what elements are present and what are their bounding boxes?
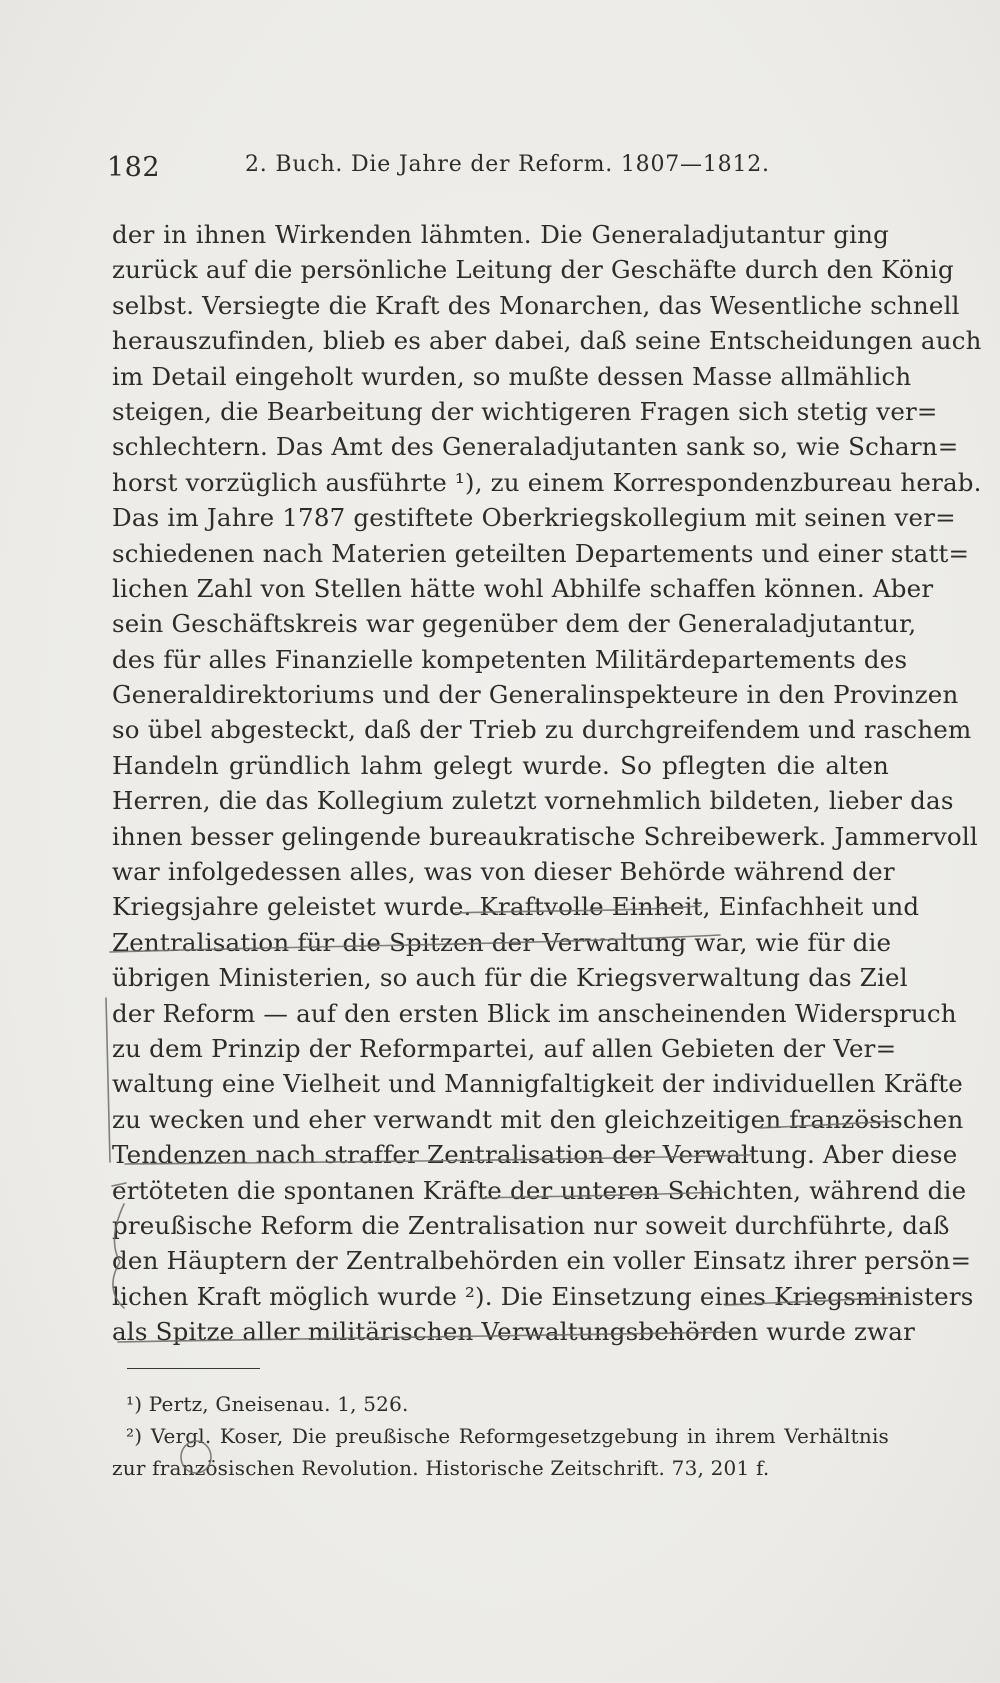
text-line-31: lichen Kraft möglich wurde ²). Die Einsetzung eines Kriegsministers — [112, 1281, 974, 1311]
text-line-30: den Häuptern der Zentralbehörden ein voller Einsatz ihrer persön= — [112, 1246, 972, 1276]
text-line-14: Generaldirektoriums und der Generalinspekteure in den Provinzen — [112, 680, 959, 710]
running-head — [107, 148, 887, 188]
footnote-divider — [127, 1368, 260, 1369]
page-number: 182 — [107, 152, 161, 183]
text-line-4: herauszufinden, blieb es aber dabei, daß seine Entscheidungen auch — [112, 326, 982, 356]
text-line-15: so übel abgesteckt, daß der Trieb zu durchgreifendem und raschem — [112, 715, 972, 745]
text-line-5: im Detail eingeholt wurden, so mußte dessen Masse allmählich — [112, 361, 912, 391]
text-line-32: als Spitze aller militärischen Verwaltungsbehörden wurde zwar — [112, 1317, 916, 1347]
pencil-bracket-1 — [106, 998, 110, 1162]
text-line-24: zu dem Prinzip der Reformpartei, auf allen Gebieten der Ver= — [112, 1033, 897, 1063]
text-line-6: steigen, die Bearbeitung der wichtigeren Fragen sich stetig ver= — [112, 396, 938, 426]
text-line-9: Das im Jahre 1787 gestiftete Oberkriegskollegium mit seinen ver= — [112, 503, 956, 533]
footnote-1: ¹) Pertz, Gneisenau. 1, 526. — [126, 1392, 409, 1416]
text-line-22: übrigen Ministerien, so auch für die Kriegsverwaltung das Ziel — [112, 963, 908, 993]
text-line-10: schiedenen nach Materien geteilten Departements und einer statt= — [112, 538, 970, 568]
footnote-2-line-1: ²) Vergl. Koser, Die preußische Reformgesetzgebung in ihrem Verhältnis — [126, 1424, 889, 1448]
text-line-17: Herren, die das Kollegium zuletzt vornehmlich bildeten, lieber das — [112, 786, 954, 816]
text-line-3: selbst. Versiegte die Kraft des Monarchen, das Wesentliche schnell — [112, 290, 960, 320]
text-line-23: der Reform — auf den ersten Blick im anscheinenden Widerspruch — [112, 998, 957, 1028]
body-text — [112, 217, 982, 1350]
footnotes — [112, 1388, 889, 1484]
text-line-20: Kriegsjahre geleistet wurde. Kraftvolle Einheit, Einfachheit und — [112, 892, 920, 922]
text-line-28: ertöteten die spontanen Kräfte der unteren Schichten, während die — [112, 1175, 967, 1205]
text-line-29: preußische Reform die Zentralisation nur soweit durchführte, daß — [112, 1210, 950, 1240]
text-line-1: der in ihnen Wirkenden lähmten. Die Generaladjutantur ging — [112, 220, 889, 249]
text-line-2: zurück auf die persönliche Leitung der Geschäfte durch den König — [112, 255, 954, 285]
text-line-7: schlechtern. Das Amt des Generaladjutanten sank so, wie Scharn= — [112, 432, 959, 462]
text-line-26: zu wecken und eher verwandt mit den gleichzeitigen französischen — [112, 1104, 964, 1134]
text-line-21: Zentralisation für die Spitzen der Verwaltung war, wie für die — [112, 927, 892, 957]
text-line-25: waltung eine Vielheit und Mannigfaltigkeit der individuellen Kräfte — [112, 1069, 963, 1099]
footnote-2-line-2: zur französischen Revolution. Historische Zeitschrift. 73, 201 f. — [112, 1456, 770, 1480]
text-line-27: Tendenzen nach straffer Zentralisation der Verwaltung. Aber diese — [112, 1140, 958, 1170]
text-line-11: lichen Zahl von Stellen hätte wohl Abhilfe schaffen können. Aber — [112, 573, 934, 603]
running-title: 2. Buch. Die Jahre der Reform. 1807—1812. — [245, 152, 770, 177]
text-line-18: ihnen besser gelingende bureaukratische Schreibewerk. Jammervoll — [112, 821, 978, 851]
text-line-13: des für alles Finanzielle kompetenten Militärdepartements des — [112, 644, 908, 674]
text-line-8: horst vorzüglich ausführte ¹), zu einem Korrespondenzbureau herab. — [112, 467, 982, 497]
text-line-19: war infolgedessen alles, was von dieser Behörde während der — [112, 857, 895, 887]
text-line-16: Handeln gründlich lahm gelegt wurde. So pflegten die alten — [112, 750, 889, 780]
text-line-12: sein Geschäftskreis war gegenüber dem der Generaladjutantur, — [112, 609, 917, 639]
